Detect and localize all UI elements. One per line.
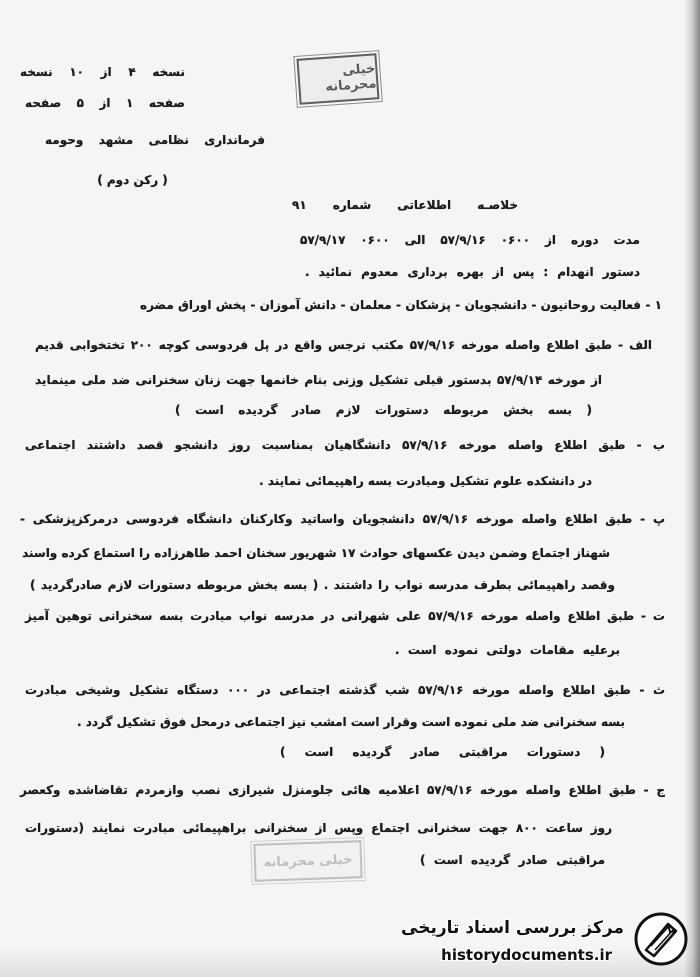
item-te-line-1: ت - طبق اطلاع واصله مورخه ۵۷/۹/۱۶ علی شهرانی در مدرسه نواب مبادرت بسه سخنرانی توهین آمیز bbox=[25, 609, 665, 623]
stamp-bottom-text: خیلی محرمانه bbox=[263, 851, 353, 871]
watermark-name: مرکز بررسی اسناد تاریخی bbox=[401, 918, 624, 938]
watermark-url: historydocuments.ir bbox=[441, 946, 612, 964]
document-seal-icon bbox=[632, 910, 690, 968]
item-be-line-1: ب - طبق اطلاع واصله مورخه ۵۷/۹/۱۶ دانشگاهیان بمناسبت روز دانشجو قصد داشتند اجتماعی bbox=[25, 438, 665, 452]
destruction-order: دستور انهدام : پس از بهره برداری معدوم نمائید . bbox=[305, 265, 640, 279]
item-jim-line-2: روز ساعت ۸۰۰ جهت سخنرانی اجتماع وپس از سخنرانی براهپیمائی مبادرت نمایند (دستورات bbox=[25, 821, 613, 835]
page-number-line: صفحه ۱ از ۵ صفحه bbox=[25, 96, 185, 110]
section-1-heading: ۱ - فعالیت روحانیون - دانشجویان - پزشکان - معلمان - دانش آموزان - پخش اوراق مضره bbox=[140, 298, 662, 312]
item-pe-line-3: وقصد راهپیمائی بطرف مدرسه نواب را داشتند . ( بسه بخش مربوطه دستورات لازم صادرگردید ) bbox=[30, 578, 615, 592]
item-alef-line-1: الف - طبق اطلاع واصله مورخه ۵۷/۹/۱۶ مکتب نرجس واقع در پل فردوسی کوچه ۲۰۰ تختخوابی قدیم bbox=[35, 338, 652, 352]
item-alef-line-3: ( بسه بخش مربوطه دستورات لازم صادر گردیده است ) bbox=[175, 403, 592, 417]
issuing-office: فرمانداری نظامی مشهد وحومه bbox=[45, 133, 265, 147]
report-title: خلاصـه اطلاعاتی شماره ۹۱ bbox=[292, 198, 518, 212]
confidential-stamp-top bbox=[296, 53, 379, 104]
item-alef-line-2: از مورخه ۵۷/۹/۱۴ بدستور قبلی تشکیل وزنی بنام خانمها جهت زنان سخنرانی ضد ملی مینماید bbox=[35, 373, 603, 387]
copy-number-line: نسخه ۴ از ۱۰ نسخه bbox=[20, 65, 185, 79]
stamp-top-text: خیلی محرمانه bbox=[324, 61, 377, 95]
confidential-stamp-bottom bbox=[253, 840, 362, 882]
item-se-line-3: ( دستورات مراقبتی صادر گردیده است ) bbox=[280, 745, 605, 759]
item-pe-line-1: پ - طبق اطلاع واصله مورخه ۵۷/۹/۱۶ دانشجویان واساتید وکارکنان دانشگاه فردوسی درمرکزپزشکی - bbox=[20, 512, 666, 526]
report-period: مدت دوره از ۰۶۰۰ ۵۷/۹/۱۶ الی ۰۶۰۰ ۵۷/۹/۱۷ bbox=[300, 233, 640, 247]
item-se-line-2: بسه سخنرانی ضد ملی نموده است وقرار است امشب نیز اجتماعی درمحل فوق تشکیل گردد . bbox=[76, 715, 625, 729]
item-jim-line-1: ج - طبق اطلاع واصله مورخه ۵۷/۹/۱۶ اعلامیه هائی جلومنزل شیرازی نصب وازمردم تقاضاشده وکعصر bbox=[20, 783, 665, 797]
item-be-line-2: در دانشکده علوم تشکیل ومبادرت بسه راهپیمائی نمایند . bbox=[259, 474, 592, 488]
item-pe-line-2: شهناز اجتماع وضمن دیدن عکسهای حوادث ۱۷ شهریور سخنان احمد طاهرزاده را استماع کرده واسند bbox=[22, 546, 610, 560]
division-label: ( رکن دوم ) bbox=[97, 173, 168, 187]
item-jim-line-3: مراقبتی صادر گردیده است ) bbox=[420, 853, 605, 867]
item-te-line-2: برعلیه مقامات دولتی نموده است . bbox=[395, 643, 620, 657]
item-se-line-1: ث - طبق اطلاع واصله مورخه ۵۷/۹/۱۶ شب گذشته اجتماعی در ۰۰۰ دستگاه تشکیل وشیخی مبادرت bbox=[25, 683, 665, 697]
